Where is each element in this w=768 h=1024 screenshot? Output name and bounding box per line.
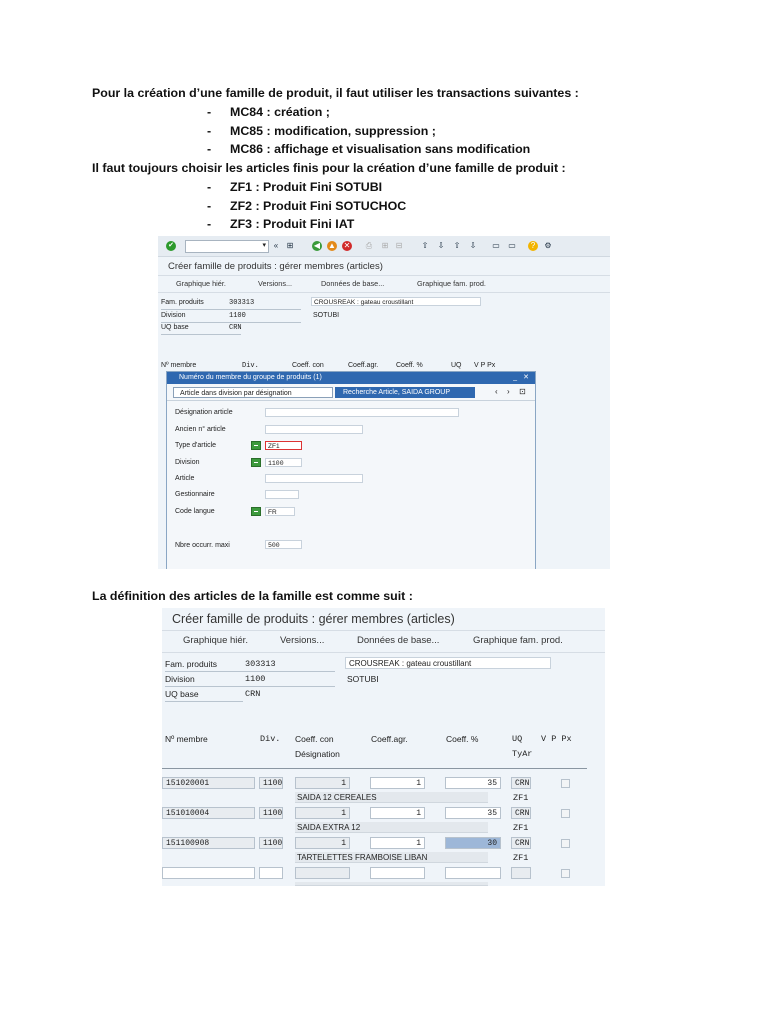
fam-description: CROUSREAK : gateau croustillant — [345, 657, 551, 669]
div-value: 1100 — [245, 674, 266, 684]
col-designation: Désignation — [295, 749, 340, 759]
chevron-left-icon[interactable]: ‹ — [495, 387, 498, 396]
graphique-fam-button[interactable]: Graphique fam. prod. — [417, 279, 486, 288]
div-value: 1100 — [229, 312, 246, 320]
application-toolbar — [158, 275, 610, 293]
label-ancien-article: Ancien n° article — [175, 426, 226, 433]
col-vppx: V P Px — [474, 362, 496, 369]
fam-value: 303313 — [229, 299, 255, 307]
cancel-icon[interactable]: ✕ — [343, 241, 351, 250]
dialog-titlebar — [167, 372, 535, 384]
div-description: SOTUBI — [313, 312, 340, 319]
last-page-icon[interactable]: ⇩ — [469, 241, 477, 250]
uq-cell[interactable]: CRN — [511, 837, 531, 849]
close-icon[interactable]: ✕ — [523, 374, 529, 381]
tab-list-icon[interactable]: ⊡ — [519, 387, 526, 396]
settings-icon[interactable]: ⚙ — [544, 241, 552, 250]
col-div: Div. — [260, 734, 281, 744]
double-left-icon[interactable]: « — [273, 241, 279, 250]
graphique-hier-button[interactable]: Graphique hiér. — [183, 635, 248, 646]
checkbox[interactable] — [561, 839, 570, 848]
col-tyar: TyAr — [512, 749, 533, 759]
save-icon[interactable]: ⊞ — [286, 241, 294, 250]
field-underline — [165, 686, 335, 687]
header-divider — [162, 768, 587, 769]
chevron-right-icon[interactable]: › — [507, 387, 510, 396]
confirm-icon[interactable]: ✔ — [166, 241, 176, 251]
coeff-con-cell[interactable]: 1 — [295, 807, 350, 819]
col-uq: UQ — [512, 734, 523, 744]
donnees-base-button[interactable]: Données de base... — [321, 279, 385, 288]
member-cell[interactable]: 151020001 — [162, 777, 255, 789]
select-options-icon[interactable] — [251, 507, 261, 516]
field-underline — [161, 322, 301, 323]
coeff-pct-cell-empty[interactable] — [445, 867, 501, 879]
intro-line-3: La définition des articles de la famille est comme suit : — [92, 589, 413, 603]
division-input[interactable]: 1100 — [265, 458, 302, 467]
coeff-agr-cell-empty[interactable] — [370, 867, 425, 879]
type-article-input[interactable]: ZF1 — [265, 441, 302, 450]
field-underline — [165, 671, 335, 672]
coeff-pct-cell[interactable]: 30 — [445, 837, 501, 849]
member-cell[interactable]: 151010004 — [162, 807, 255, 819]
donnees-base-button[interactable]: Données de base... — [357, 635, 440, 646]
sap-screenshot-members — [162, 608, 605, 886]
coeff-con-cell[interactable]: 1 — [295, 777, 350, 789]
uq-label: UQ base — [165, 689, 199, 699]
new-session-icon[interactable]: ▭ — [492, 241, 500, 250]
div-cell[interactable]: 1100 — [259, 777, 283, 789]
bullet-mc85: MC85 : modification, suppression ; — [230, 124, 436, 138]
search-help-dialog — [166, 371, 536, 569]
coeff-agr-cell[interactable]: 1 — [370, 807, 425, 819]
bullet-mc86: MC86 : affichage et visualisation sans modification — [230, 142, 531, 156]
fam-value: 303313 — [245, 659, 276, 669]
bullet-zf2: ZF2 : Produit Fini SOTUCHOC — [230, 199, 407, 213]
coeff-agr-cell[interactable]: 1 — [370, 837, 425, 849]
label-type-article: Type d'article — [175, 442, 217, 449]
div-label: Division — [165, 674, 195, 684]
uq-label: UQ base — [161, 324, 189, 331]
sap-screenshot-search-help — [158, 236, 610, 569]
coeff-pct-cell[interactable]: 35 — [445, 777, 501, 789]
type-cell: ZF1 — [513, 793, 529, 803]
select-options-icon[interactable] — [251, 458, 261, 467]
div-cell-empty[interactable] — [259, 867, 283, 879]
fam-description: CROUSREAK : gateau croustillant — [311, 297, 481, 306]
label-code-langue: Code langue — [175, 508, 215, 515]
label-gestionnaire: Gestionnaire — [175, 491, 215, 498]
help-icon[interactable]: ? — [528, 241, 538, 251]
uq-cell-empty[interactable] — [511, 867, 531, 879]
bullet-dash: - — [207, 180, 212, 194]
coeff-con-cell-empty[interactable] — [295, 867, 350, 879]
field-underline — [161, 309, 301, 310]
coeff-con-cell[interactable]: 1 — [295, 837, 350, 849]
col-coeff-agr: Coeff.agr. — [348, 362, 379, 369]
col-coeff-pct: Coeff. % — [396, 362, 423, 369]
col-vppx: V P Px — [541, 734, 572, 744]
type-cell: ZF1 — [513, 853, 529, 863]
gestionnaire-input[interactable] — [265, 490, 299, 499]
fam-label: Fam. produits — [161, 299, 204, 306]
code-langue-input[interactable]: FR — [265, 507, 295, 516]
tab-division-designation[interactable]: Article dans division par désignation — [173, 387, 333, 398]
designation-cell: SAIDA 12 CEREALES — [295, 792, 488, 803]
designation-input[interactable] — [265, 408, 459, 417]
bullet-zf1: ZF1 : Produit Fini SOTUBI — [230, 180, 383, 194]
col-coeff-agr: Coeff.agr. — [371, 734, 408, 744]
intro-line-2: Il faut toujours choisir les articles finis pour la création d’une famille de produit : — [92, 161, 566, 175]
max-hits-input[interactable]: 500 — [265, 540, 302, 549]
col-member: Nº membre — [165, 734, 208, 744]
label-division: Division — [175, 459, 200, 466]
next-page-icon[interactable]: ⇧ — [453, 241, 461, 250]
designation-cell: TARTELETTES FRAMBOISE LIBAN — [295, 852, 488, 863]
label-max-hits: Nbre occurr. maxi — [175, 542, 230, 549]
divider — [167, 400, 535, 401]
field-underline — [165, 701, 243, 702]
member-cell[interactable]: 151100908 — [162, 837, 255, 849]
checkbox[interactable] — [561, 779, 570, 788]
type-cell: ZF1 — [513, 823, 529, 833]
find-next-icon[interactable]: ⊟ — [395, 241, 403, 250]
application-toolbar — [162, 630, 605, 653]
bullet-zf3: ZF3 : Produit Fini IAT — [230, 217, 355, 231]
back-icon[interactable]: ◀ — [313, 241, 321, 250]
ancien-article-input[interactable] — [265, 425, 363, 434]
select-options-icon[interactable] — [251, 441, 261, 450]
col-coeff-con: Coeff. con — [295, 734, 334, 744]
minimize-icon[interactable]: _ — [513, 374, 517, 381]
first-page-icon[interactable]: ⇧ — [421, 241, 429, 250]
col-coeff-con: Coeff. con — [292, 362, 324, 369]
dialog-title: Numéro du membre du groupe de produits (1) — [179, 374, 322, 381]
print-icon[interactable]: ⎙ — [365, 241, 373, 250]
graphique-fam-button[interactable]: Graphique fam. prod. — [473, 635, 563, 646]
bullet-dash: - — [207, 142, 212, 156]
exit-icon[interactable]: ▲ — [328, 241, 336, 250]
bullet-dash: - — [207, 217, 212, 231]
col-coeff-pct: Coeff. % — [446, 734, 479, 744]
label-designation: Désignation article — [175, 409, 233, 416]
coeff-agr-cell[interactable]: 1 — [370, 777, 425, 789]
div-label: Division — [161, 312, 186, 319]
shortcut-icon[interactable]: ▭ — [508, 241, 516, 250]
chevron-down-icon[interactable]: ▾ — [262, 242, 266, 249]
intro-line-1: Pour la création d’une famille de produit, il faut utiliser les transactions suivantes : — [92, 86, 579, 100]
screen-title: Créer famille de produits : gérer membres (articles) — [172, 612, 455, 626]
fam-label: Fam. produits — [165, 659, 217, 669]
sap-toolbar — [158, 236, 610, 257]
field-underline — [161, 334, 241, 335]
col-div: Div. — [242, 362, 259, 370]
tab-recherche-article[interactable]: Recherche Article, SAIDA GROUP — [335, 387, 475, 398]
uq-value: CRN — [245, 689, 261, 699]
col-uq: UQ — [451, 362, 462, 369]
uq-cell[interactable]: CRN — [511, 807, 531, 819]
checkbox[interactable] — [561, 809, 570, 818]
checkbox[interactable] — [561, 869, 570, 878]
div-description: SOTUBI — [347, 674, 379, 684]
bullet-dash: - — [207, 199, 212, 213]
bullet-dash: - — [207, 124, 212, 138]
div-cell[interactable]: 1100 — [259, 837, 283, 849]
bullet-dash: - — [207, 105, 212, 119]
designation-cell: SAIDA EXTRA 12 — [295, 822, 488, 833]
versions-button[interactable]: Versions... — [280, 635, 325, 646]
member-cell-empty[interactable] — [162, 867, 255, 879]
bullet-mc84: MC84 : création ; — [230, 105, 330, 119]
col-member: Nº membre — [161, 362, 197, 369]
article-input[interactable] — [265, 474, 363, 483]
designation-cell-empty — [295, 882, 488, 886]
graphique-hier-button[interactable]: Graphique hiér. — [176, 279, 226, 288]
command-field[interactable] — [185, 240, 269, 253]
label-article: Article — [175, 475, 195, 482]
screen-title: Créer famille de produits : gérer membres (articles) — [168, 261, 383, 272]
div-cell[interactable]: 1100 — [259, 807, 283, 819]
uq-cell[interactable]: CRN — [511, 777, 531, 789]
versions-button[interactable]: Versions... — [258, 279, 293, 288]
uq-value: CRN — [229, 324, 242, 332]
find-icon[interactable]: ⊞ — [381, 241, 389, 250]
prev-page-icon[interactable]: ⇩ — [437, 241, 445, 250]
coeff-pct-cell[interactable]: 35 — [445, 807, 501, 819]
